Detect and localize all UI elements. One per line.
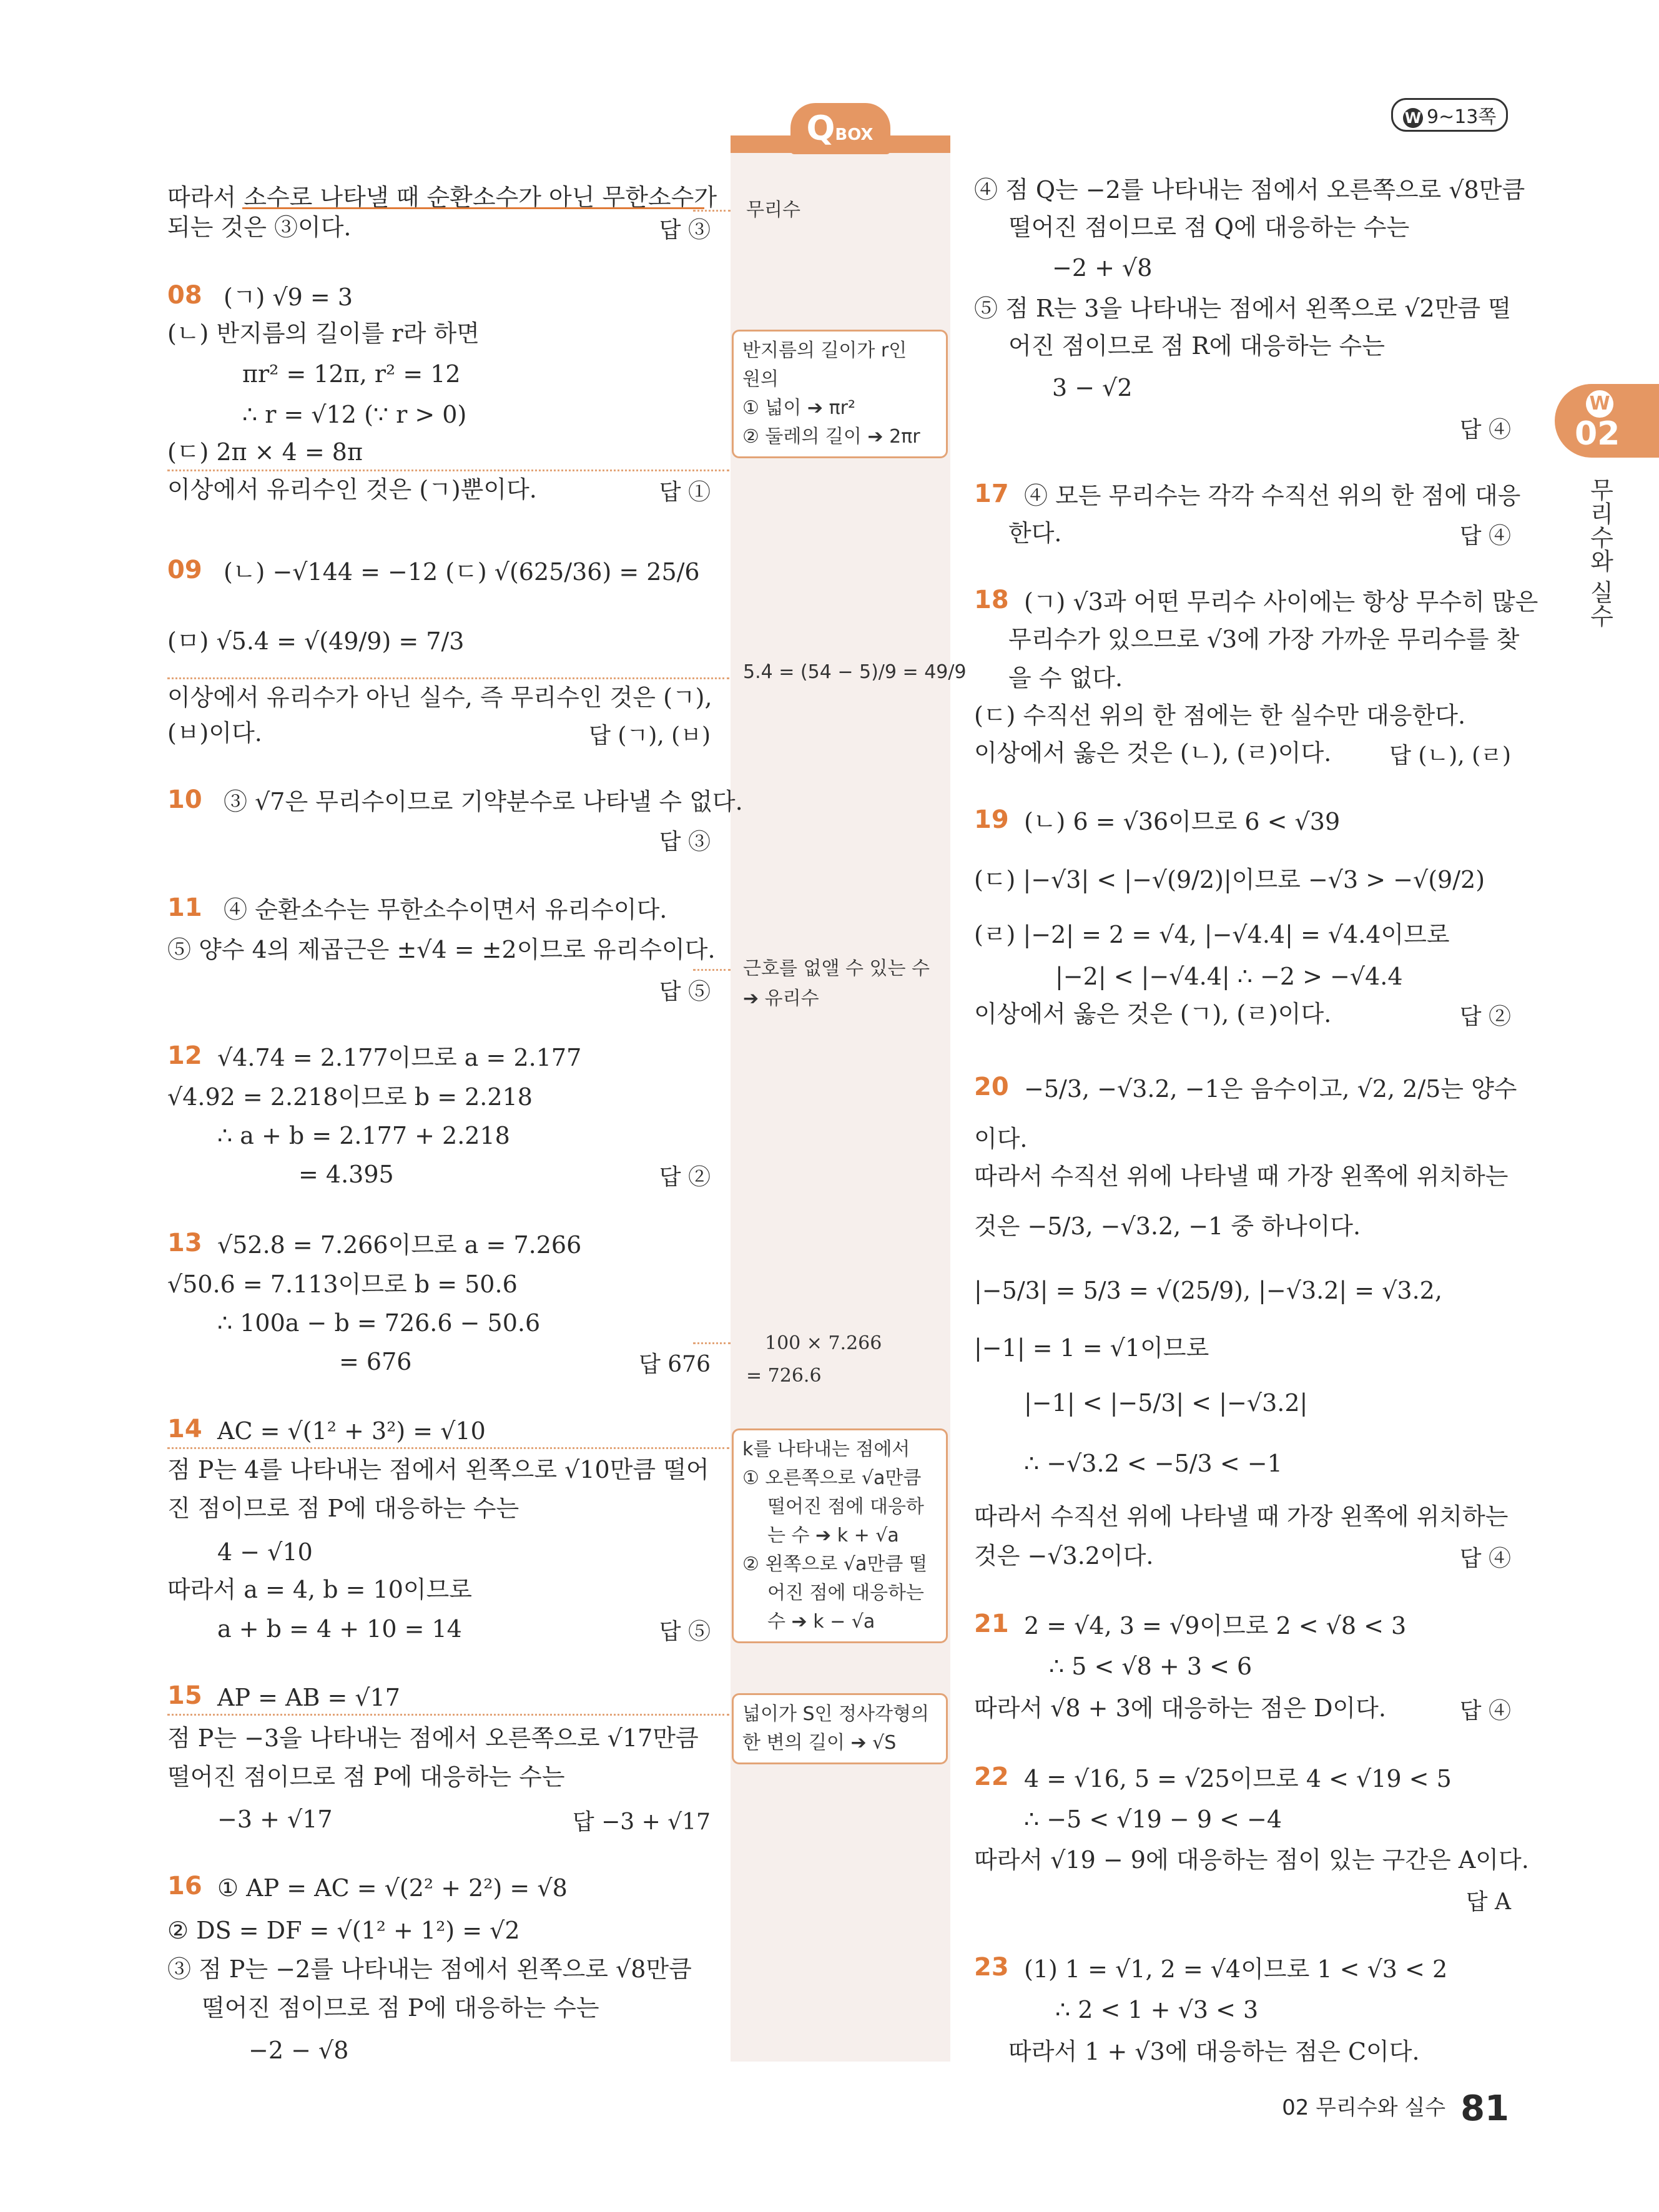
solution-line: (ㄱ) √3과 어떤 무리수 사이에는 항상 무수히 많은 — [1024, 588, 1538, 616]
solution-line: (ㄴ) 반지름의 길이를 r라 하면 — [167, 320, 480, 347]
problem-number: 12 — [167, 1041, 202, 1070]
solution-line: ② DS = DF = √(1² + 1²) = √2 — [167, 1917, 520, 1944]
solution-line: 것은 −√3.2이다. — [974, 1542, 1154, 1570]
solution-line: 따라서 수직선 위에 나타낼 때 가장 왼쪽에 위치하는 — [974, 1503, 1509, 1530]
leader-1 — [693, 210, 731, 212]
solution-line: 4 − √10 — [217, 1538, 313, 1566]
problem-number: 10 — [167, 785, 202, 814]
solution-line: ③ √7은 무리수이므로 기약분수로 나타낼 수 없다. — [224, 788, 743, 815]
solution-line: (ㄷ) 수직선 위의 한 점에는 한 실수만 대응한다. — [974, 702, 1466, 729]
answer-mark: 답 ⑤ — [659, 979, 711, 1005]
solution-line: ∴ r = √12 (∵ r > 0) — [242, 401, 467, 428]
qbox-circle-line: ① 넓이 ➔ πr² — [742, 397, 856, 419]
problem-number: 15 — [167, 1681, 202, 1710]
page-range: 9~13쪽 — [1427, 106, 1497, 128]
answer-mark: 답 ④ — [1459, 523, 1511, 549]
answer-mark: 답 676 — [639, 1352, 711, 1377]
solution-line: a + b = 4 + 10 = 14 — [217, 1615, 462, 1643]
problem-number: 14 — [167, 1415, 202, 1443]
solution-line: (ㄱ) √9 = 3 — [224, 283, 353, 311]
solution-line: (ㅂ)이다. — [167, 719, 262, 747]
solution-line: ∴ 2 < 1 + √3 < 3 — [1055, 1996, 1259, 2023]
solution-line: (ㄷ) |−√3| < |−√(9/2)|이므로 −√3 > −√(9/2) — [974, 866, 1485, 893]
chapter-number: 02 — [1575, 415, 1620, 453]
solution-line: 떨어진 점이므로 점 P에 대응하는 수는 — [202, 1994, 599, 2022]
solution-line: 따라서 1 + √3에 대응하는 점은 C이다. — [1008, 2038, 1420, 2065]
solution-line: 되는 것은 ③이다. — [167, 214, 352, 241]
leader-3 — [167, 677, 729, 679]
answer-mark: 답 ④ — [1459, 1698, 1511, 1724]
qbox-square-side — [732, 1693, 948, 1764]
problem-number: 20 — [974, 1073, 1009, 1101]
qbox-shift-line: ② 왼쪽으로 √a만큼 떨 — [742, 1553, 927, 1575]
answer-mark: 답 A — [1465, 1889, 1511, 1915]
leader-5 — [693, 1342, 731, 1344]
solution-line: |−1| < |−5/3| < |−√3.2| — [1024, 1389, 1308, 1417]
solution-line: 3 − √2 — [1052, 374, 1133, 401]
qbox-note-calc-line1: 100 × 7.266 — [765, 1332, 882, 1354]
solution-line: = 676 — [339, 1348, 412, 1375]
answer-mark: 답 ④ — [1459, 417, 1511, 443]
solution-line: √52.8 = 7.266이므로 a = 7.266 — [217, 1231, 582, 1259]
solution-line: √4.92 = 2.218이므로 b = 2.218 — [167, 1083, 533, 1111]
qbox-circle-line: 반지름의 길이가 r인 — [742, 340, 907, 361]
problem-number: 13 — [167, 1229, 202, 1257]
solution-line: |−1| = 1 = √1이므로 — [974, 1334, 1209, 1362]
solution-line: (ㄴ) −√144 = −12 (ㄷ) √(625/36) = 25/6 — [224, 558, 700, 586]
solution-line: (ㄷ) 2π × 4 = 8π — [167, 438, 363, 466]
solution-line: 이상에서 옳은 것은 (ㄱ), (ㄹ)이다. — [974, 1000, 1332, 1028]
solution-line: πr² = 12π, r² = 12 — [242, 360, 461, 388]
solution-line: 따라서 소수로 나타낼 때 순환소수가 아닌 무한소수가 — [167, 184, 717, 211]
solution-line: 4 = √16, 5 = √25이므로 4 < √19 < 5 — [1024, 1765, 1452, 1792]
qbox-header — [731, 103, 950, 159]
solution-line: 떨어진 점이므로 점 P에 대응하는 수는 — [167, 1763, 565, 1791]
answer-mark: 답 −3 + √17 — [572, 1809, 711, 1835]
problem-number: 08 — [167, 281, 202, 310]
leader-6 — [167, 1447, 729, 1449]
solution-line: 을 수 없다. — [1008, 664, 1123, 692]
solution-line: |−2| < |−√4.4| ∴ −2 > −√4.4 — [1055, 963, 1403, 990]
solution-line: ④ 모든 무리수는 각각 수직선 위의 한 점에 대응 — [1024, 482, 1521, 509]
solution-line: ⑤ 양수 4의 제곱근은 ±√4 = ±2이므로 유리수이다. — [167, 936, 716, 963]
solution-line: √50.6 = 7.113이므로 b = 50.6 — [167, 1271, 518, 1298]
qbox-note-repeating: 5.4̇ = (54 − 5)/9 = 49/9 — [743, 661, 967, 683]
answer-mark: 답 ④ — [1459, 1546, 1511, 1571]
solution-line: −5/3, −√3.2, −1은 음수이고, √2, 2/5는 양수 — [1024, 1075, 1517, 1103]
solution-line: 이다. — [974, 1125, 1028, 1153]
qbox-shift-line: 수 ➔ k − √a — [767, 1611, 875, 1633]
solution-line: = 4.395 — [298, 1161, 394, 1188]
problem-number: 09 — [167, 556, 202, 584]
qbox-shift-rule — [732, 1428, 948, 1643]
solution-line: (ㄹ) |−2| = 2 = √4, |−√4.4| = √4.4이므로 — [974, 921, 1450, 948]
qbox-shift-line: 는 수 ➔ k + √a — [767, 1525, 899, 1546]
solution-line: ① AP = AC = √(2² + 2²) = √8 — [217, 1874, 568, 1902]
solution-line: 것은 −5/3, −√3.2, −1 중 하나이다. — [974, 1212, 1361, 1240]
solution-line: ④ 점 Q는 −2를 나타내는 점에서 오른쪽으로 √8만큼 — [974, 176, 1525, 204]
leader-4 — [693, 969, 731, 971]
solution-line: 진 점이므로 점 P에 대응하는 수는 — [167, 1495, 519, 1522]
solution-line: 떨어진 점이므로 점 Q에 대응하는 수는 — [1008, 214, 1410, 241]
problem-number: 19 — [974, 805, 1009, 834]
qbox-title: QBOX — [806, 109, 874, 148]
problem-number: 21 — [974, 1610, 1009, 1638]
qbox-shift-line: k를 나타내는 점에서 — [742, 1438, 910, 1460]
answer-mark: 답 ① — [659, 479, 711, 505]
qbox-shift-line: 떨어진 점에 대응하 — [767, 1496, 924, 1518]
qbox-circle-line: 원의 — [742, 368, 779, 390]
solution-line: 따라서 √19 − 9에 대응하는 점이 있는 구간은 A이다. — [974, 1846, 1529, 1874]
solution-line: 어진 점이므로 점 R에 대응하는 수는 — [1008, 332, 1385, 360]
page-footer — [1282, 2088, 1509, 2129]
page-range-tag — [1391, 98, 1508, 132]
answer-mark: 답 ② — [1459, 1004, 1511, 1030]
leader-7 — [167, 1714, 729, 1716]
solution-line: ∴ a + b = 2.177 + 2.218 — [217, 1122, 510, 1149]
problem-number: 17 — [974, 479, 1009, 508]
solution-line: 점 P는 −3을 나타내는 점에서 오른쪽으로 √17만큼 — [167, 1724, 699, 1752]
qbox-circle-formula — [732, 330, 948, 458]
solution-line: −2 + √8 — [1052, 254, 1153, 282]
solution-line: 한다. — [1008, 519, 1062, 547]
problem-number: 22 — [974, 1762, 1009, 1791]
qbox-shift-line: ① 오른쪽으로 √a만큼 — [742, 1467, 922, 1489]
problem-number: 16 — [167, 1872, 202, 1900]
problem-number: 11 — [167, 893, 202, 922]
qbox-shift-line: 어진 점에 대응하는 — [767, 1582, 924, 1604]
solution-line: 이상에서 유리수인 것은 (ㄱ)뿐이다. — [167, 476, 537, 503]
solution-line: ∴ −√3.2 < −5/3 < −1 — [1024, 1450, 1282, 1477]
leader-2 — [167, 469, 729, 471]
answer-mark: 답 ② — [659, 1164, 711, 1190]
solution-line: ∴ −5 < √19 − 9 < −4 — [1024, 1806, 1282, 1833]
solution-line: 따라서 수직선 위에 나타낼 때 가장 왼쪽에 위치하는 — [974, 1163, 1509, 1190]
solution-line: ③ 점 P는 −2를 나타내는 점에서 왼쪽으로 √8만큼 — [167, 1955, 692, 1983]
solution-line: 점 P는 4를 나타내는 점에서 왼쪽으로 √10만큼 떨어 — [167, 1456, 709, 1483]
answer-mark: 답 ⑤ — [659, 1619, 711, 1644]
solution-line: √4.74 = 2.177이므로 a = 2.177 — [217, 1044, 582, 1071]
qbox-circle-line: ② 둘레의 길이 ➔ 2πr — [742, 426, 920, 448]
page-number: 81 — [1460, 2088, 1509, 2129]
solution-line: 2 = √4, 3 = √9이므로 2 < √8 < 3 — [1024, 1612, 1407, 1639]
solution-line: 따라서 √8 + 3에 대응하는 점은 D이다. — [974, 1694, 1386, 1722]
chapter-title: 무리수와 실수 — [1586, 478, 1613, 628]
solution-line: 이상에서 옳은 것은 (ㄴ), (ㄹ)이다. — [974, 739, 1332, 767]
answer-mark: 답 ③ — [659, 217, 711, 243]
problem-number: 23 — [974, 1953, 1009, 1982]
solution-line: ∴ 5 < √8 + 3 < 6 — [1049, 1653, 1253, 1680]
chapter-tab — [1555, 384, 1659, 458]
solution-line: ∴ 100a − b = 726.6 − 50.6 — [217, 1309, 541, 1337]
solution-line: −2 − √8 — [249, 2037, 349, 2064]
qbox-note-root-line2: ➔ 유리수 — [743, 988, 819, 1010]
problem-number: 18 — [974, 586, 1009, 614]
w-badge-icon: W — [1586, 390, 1613, 418]
solution-line: (1) 1 = √1, 2 = √4이므로 1 < √3 < 2 — [1024, 1955, 1448, 1983]
solution-line: AC = √(1² + 3²) = √10 — [217, 1417, 486, 1445]
solution-line: −3 + √17 — [217, 1806, 333, 1833]
underline-1 — [242, 207, 704, 209]
solution-line: 따라서 a = 4, b = 10이므로 — [167, 1576, 472, 1603]
solution-line: AP = AB = √17 — [217, 1684, 400, 1711]
solution-line: (ㄴ) 6 = √36이므로 6 < √39 — [1024, 808, 1341, 835]
solution-line: (ㅁ) √5.4̇ = √(49/9) = 7/3 — [167, 627, 465, 655]
qbox-note-root-line1: 근호를 없앨 수 있는 수 — [743, 958, 930, 980]
solution-line: |−5/3| = 5/3 = √(25/9), |−√3.2| = √3.2, — [974, 1277, 1442, 1304]
answer-mark: 답 (ㄴ), (ㄹ) — [1389, 743, 1511, 769]
solution-line: 이상에서 유리수가 아닌 실수, 즉 무리수인 것은 (ㄱ), — [167, 684, 712, 711]
solution-line: 무리수가 있으므로 √3에 가장 가까운 무리수를 찾 — [1008, 626, 1520, 653]
solution-line: ④ 순환소수는 무한소수이면서 유리수이다. — [224, 896, 667, 923]
qbox-square-line: 한 변의 길이 ➔ √S — [742, 1732, 897, 1754]
footer-chapter: 02 무리수와 실수 — [1282, 2095, 1446, 2120]
qbox-note-irrational: 무리수 — [746, 199, 800, 221]
answer-mark: 답 (ㄱ), (ㅂ) — [589, 723, 711, 749]
qbox-square-line: 넓이가 S인 정사각형의 — [742, 1703, 929, 1725]
w-icon: W — [1403, 108, 1423, 128]
qbox-note-calc-line2: = 726.6 — [746, 1365, 822, 1387]
answer-mark: 답 ③ — [659, 829, 711, 855]
solution-line: ⑤ 점 R는 3을 나타내는 점에서 왼쪽으로 √2만큼 떨 — [974, 295, 1511, 322]
